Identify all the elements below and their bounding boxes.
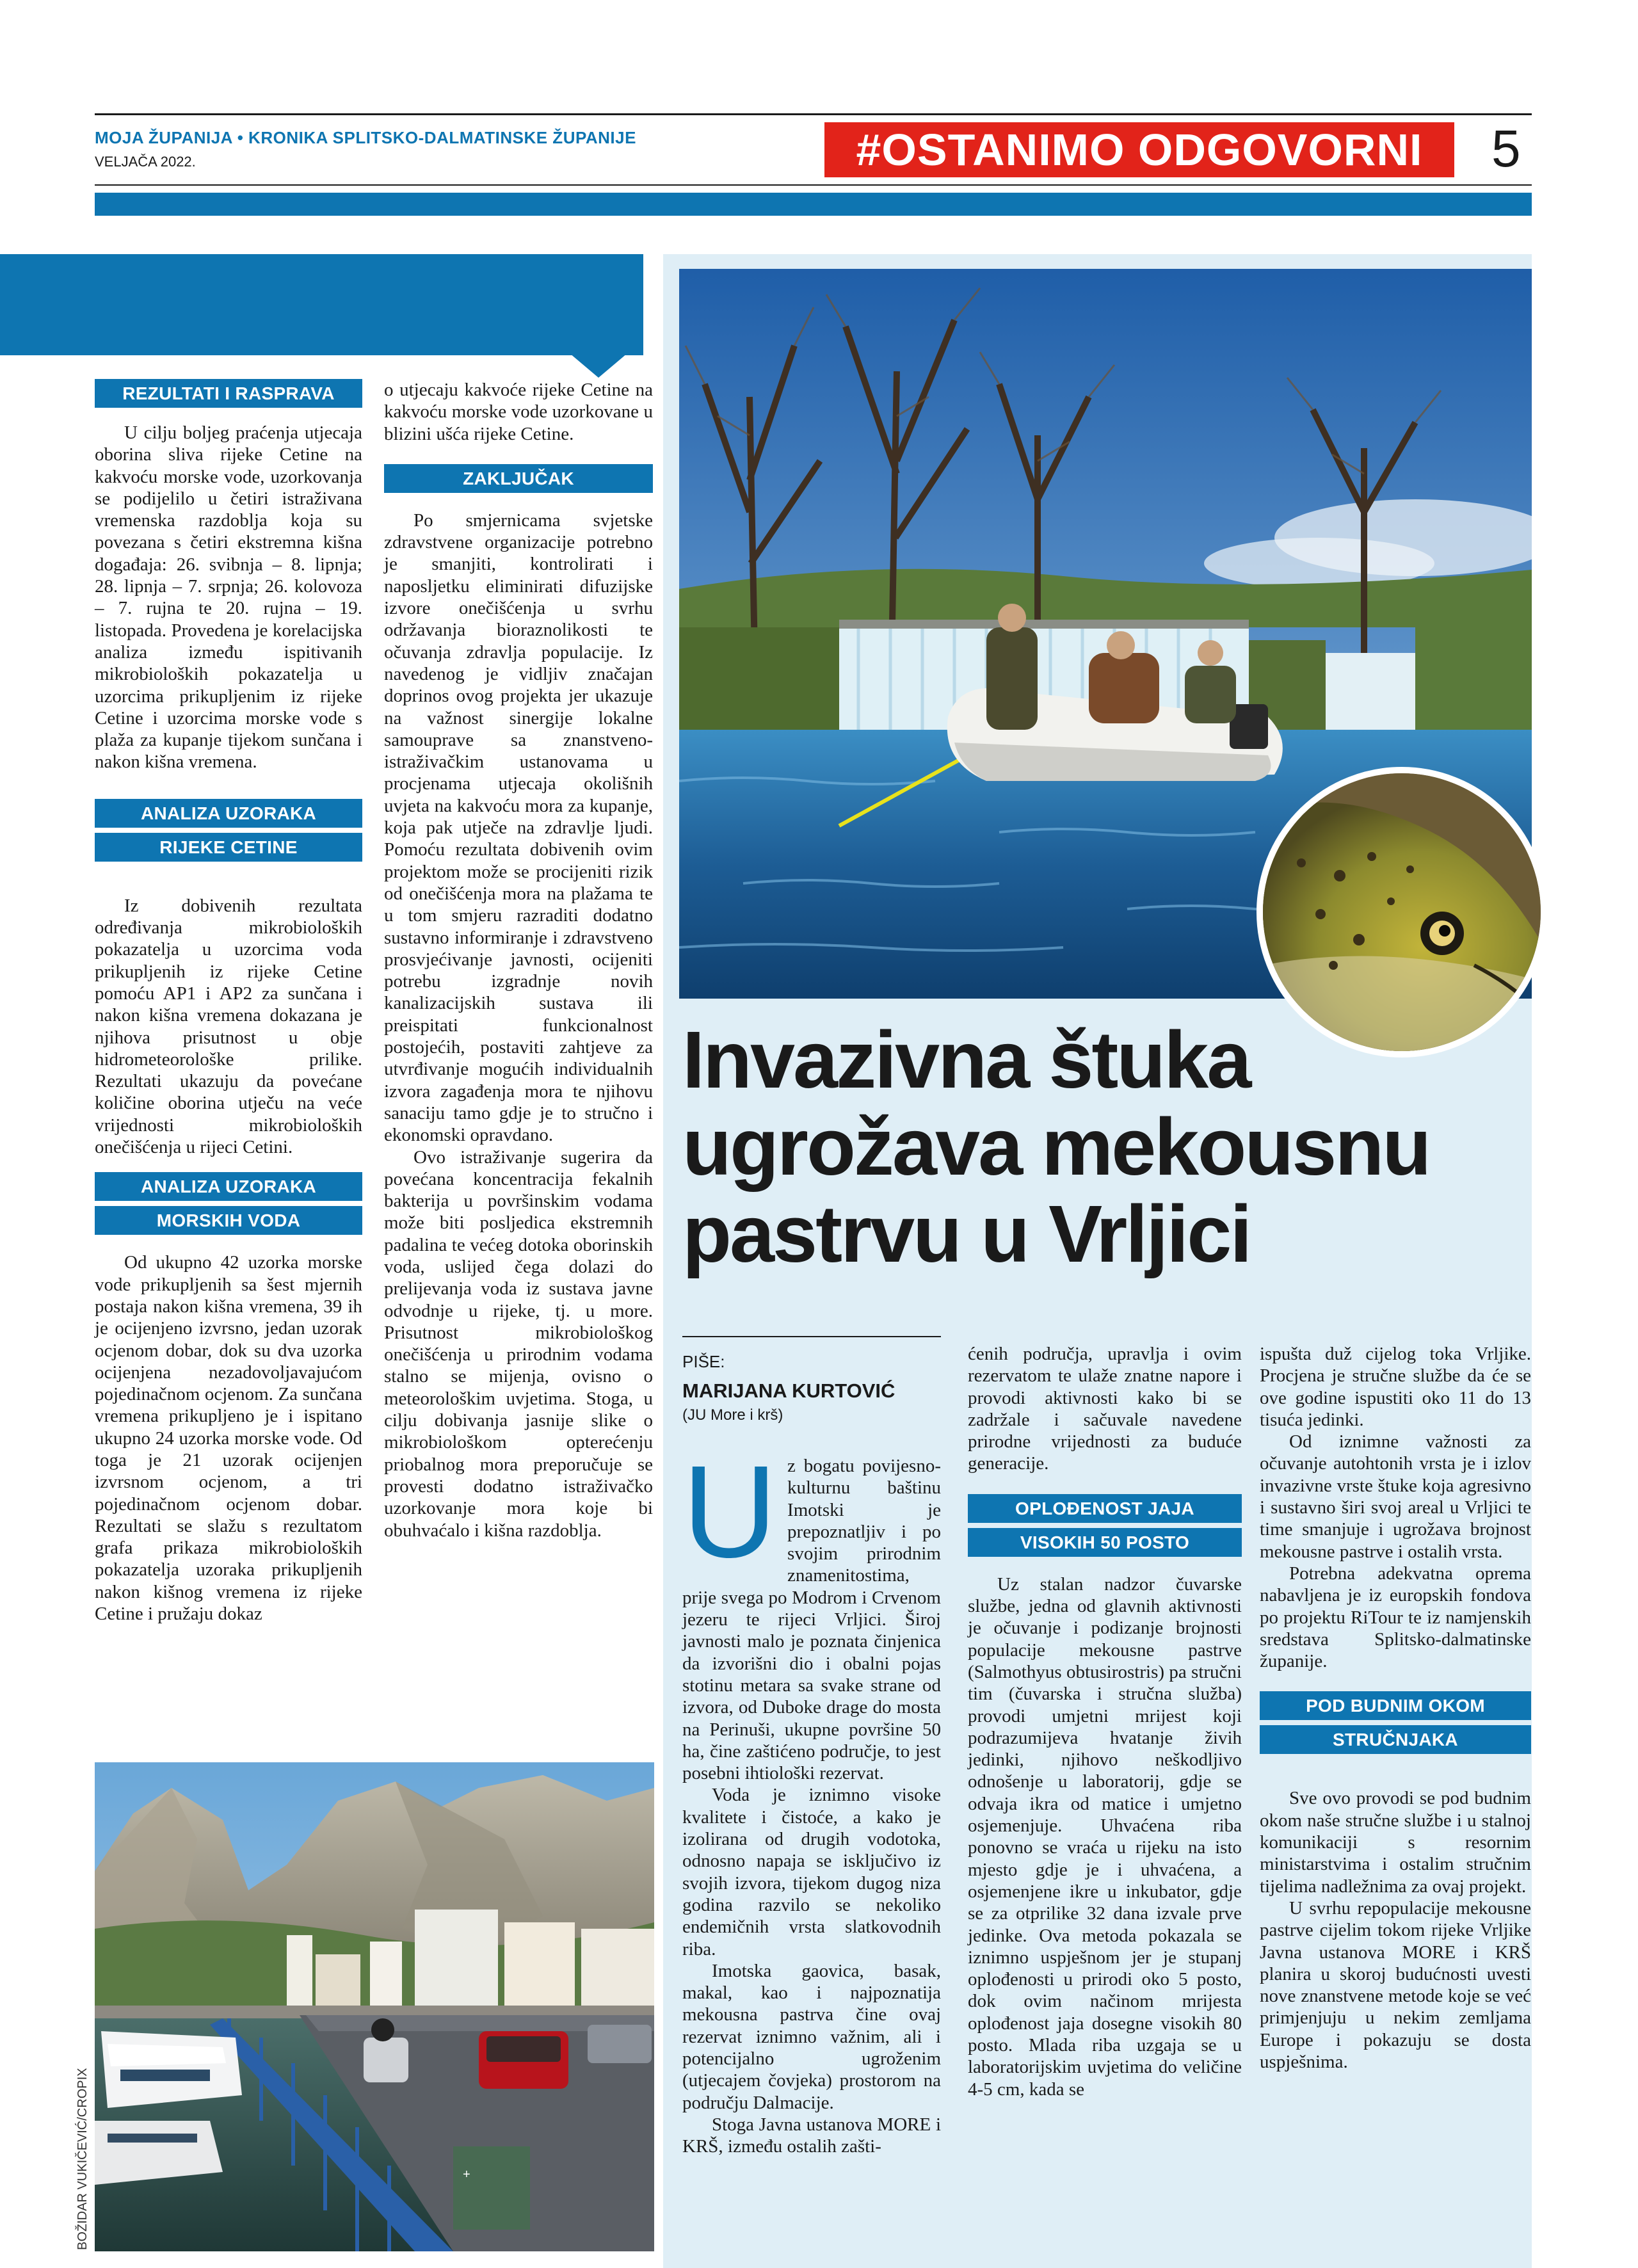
byline-rule: [682, 1336, 941, 1337]
svg-text:+: +: [463, 2167, 470, 2182]
subhead-analiza-cetine-2: RIJEKE CETINE: [95, 833, 362, 862]
paragraph: o utjecaju kakvoće rijeke Cetine na kakvoću morske vode uzorkovane u blizini ušća rijeke Cetine.: [384, 380, 653, 444]
subhead-analiza-cetine-1: ANALIZA UZORAKA: [95, 799, 362, 828]
page-number: 5: [1491, 120, 1521, 178]
author-organization: (JU More i krš): [682, 1406, 783, 1424]
paragraph: ćenih područja, upravlja i ovim rezervatom te ulaže znatne napore i provodi aktivnosti kako bi se zadržale i sačuvale navedene prirodne vrijednosti za buduće generacije.: [968, 1344, 1242, 1474]
paragraph: Potrebna adekvatna oprema nabavljena je iz europskih fondova po projektu RiTour te iz namjenskih sredstava Splitsko-dalmatinske županije.: [1260, 1563, 1531, 1672]
paragraph: ispušta duž cijelog toka Vrljike. Procjena je stručne službe da će se ove godine ispustiti oko 11 do 13 tisuća jedinki.: [1260, 1344, 1531, 1430]
campaign-tag: #OSTANIMO ODGOVORNI: [824, 122, 1454, 177]
subhead-zakljucak: ZAKLJUČAK: [384, 464, 653, 493]
paragraph: U cilju boljeg praćenja utjecaja oborina sliva rijeke Cetine na kakvoću morske vode, uzorkovanja se podijelilo u četiri istraživana vremenska razdoblja koja su povezana s četiri ekstremna kišna događaja: 26. svibnja – 8. lipnja; 28. lipnja – 7. srpnja; 26. kolovoza – 7. rujna te 20. rujna – 19. listopada. Provedena je korelacijska analiza između ispitivanih mikrobioloških pokazatelja u uzorcima prikupljenim iz rijeke Cetine i uzorcima morske vode s plaža za kupanje tijekom sunčana i nakon kišna vremena.: [95, 422, 362, 773]
subhead-analiza-mora-2: MORSKIH VODA: [95, 1206, 362, 1235]
subhead-oplodenost-2: VISOKIH 50 POSTO: [968, 1528, 1242, 1557]
drop-cap: U: [682, 1438, 778, 1585]
photo-credit: BOŽIDAR VUKIČEVIĆ/CROPIX: [76, 2068, 90, 2250]
paragraph: Stoga Javna ustanova MORE i KRŠ, između ostalih zašti-: [682, 2114, 941, 2157]
right-article-column-2: [968, 1343, 1242, 2100]
paragraph: Po smjernicama svjetske zdravstvene organizacije potrebno je smanjiti, kontrolirati i naposljetku eliminirati difuzijske izvore onečišćenja u svrhu održavanja bioraznolikosti te očuvanja zdravlja populacije. Iz navedenog je vidljiv značajan doprinos ovog projekta jer ukazuje na važnost sinergije lokalne samouprave sa znanstveno-istraživačkim ustanovama u procjenama utjecaja okolišnih uvjeta na kakvoću mora za kupanje, koja pak utječe na zdravlje ljudi. Pomoću rezultata dobivenih ovim projektom može se procijeniti rizik od onečišćenja mora na plažama te u tom smjeru razraditi dodatno sustavno informiranje i zdravstveno prosvjećivanje javnosti, ocijeniti potrebu izgradnje novih kanalizacijskih sustava ili preispitati funkcionalnost postojećih, postaviti zahtjeve za utvrđivanje mogućih individualnih izvora zagađenja mora te njihovu sanaciju tamo gdje je to stručno i ekonomski opravdano.: [384, 510, 653, 1146]
header-bottom-rule: [95, 184, 1532, 186]
omis-river-illustration: [95, 1762, 654, 2251]
left-article-column-1: [95, 379, 362, 1625]
article-headline: Invazivna štuka ugrožava mekousnu pastrvu u Vrljici: [682, 1015, 1430, 1279]
paragraph: Voda je iznimno visoke kvalitete i čistoće, a kako je izolirana od drugih vodotoka, odnosno napaja se isključivo iz svojih izvora, tijekom dugog niza godina razvilo se nekoliko endemičnih vrsta slatkovodnih riba.: [682, 1785, 941, 1959]
author-name: MARIJANA KURTOVIĆ: [682, 1379, 895, 1402]
header-top-rule: [95, 113, 1532, 115]
header-blue-bar: [95, 193, 1532, 216]
subhead-budnim-okom-1: POD BUDNIM OKOM: [1260, 1691, 1531, 1720]
subhead-budnim-okom-2: STRUČNJAKA: [1260, 1725, 1531, 1754]
paragraph: Od ukupno 42 uzorka morske vode prikupljenih sa šest mjernih postaja nakon kišna vremena, 39 ih je ocijenjeno izvrsno, jedan uzorak ocjenom dobar, dok su dva uzorka ocijenjena nezadovoljavajućom pojedinačnom ocjenom. Za sunčana vremena prikupljeno je i ispitano ukupno 24 uzorka morske vode. Od toga je 21 uzorak ocijenjen izvrsnom ocjenom, a tri pojedinačnom ocjenom dobar. Rezultati se slažu s rezultatom grafa prikaza mikrobioloških pokazatelja uzoraka prikupljenih nakon kišnog vremena iz rijeke Cetine i pružaju dokaz: [95, 1252, 362, 1625]
left-article-column-2: [384, 379, 653, 1541]
paragraph: Imotska gaovica, basak, makal, kao i najpoznatija mekousna pastrva čine ovaj rezervat iznimno važnim, ali i potencijalno ugroženim (utjecajem čovjeka) prostorom na području Dalmacije.: [682, 1960, 941, 2113]
right-article-column-1: [682, 1438, 941, 2158]
paragraph: U svrhu repopulacije mekousne pastrve cijelim tokom rijeke Vrljike Javna ustanova MORE i KRŠ planira u skoroj budućnosti uvesti nove znanstvene metode koje se već primjenjuju u nekim zemljama Europe i pokazuju se dosta uspješnima.: [1260, 1897, 1531, 2073]
trout-photo-inset: [1257, 767, 1547, 1058]
paragraph: Sve ovo provodi se pod budnim okom naše stručne službe i u stalnoj komunikaciji s resornim ministarstvima i ostalim stručnim tijelima nadležnima za ovaj projekt.: [1260, 1788, 1531, 1897]
byline-label: PIŠE:: [682, 1352, 725, 1371]
subhead-oplodenost-1: OPLOĐENOST JAJA: [968, 1494, 1242, 1523]
left-article-banner: [0, 254, 643, 355]
paragraph: Uz stalan nadzor čuvarske službe, jedna od glavnih aktivnosti je očuvanje i podizanje brojnosti populacije mekousne pastrve (Salmothyus obtusirostris) pa stručni tim (čuvarska i stručna služba) provodi umjetni mrijest koji podrazumijeva hvatanje živih jedinki, njihovo neškodljivo odnošenje u laboratorij, gdje se odvaja ikra od matice i umjetno osjemenjuje. Uhvaćena riba ponovno se vraća u rijeku na isto mjesto gdje je i uhvaćena, a osjemenjene ikre u inkubator, gdje se za otprilike 32 dana izvale prve jedinke. Ova metoda pokazala se iznimno uspješnom jer je stupanj oplođenosti u prirodi oko 5 posto, dok ovim načinom mrijesta oplođenost jaja dosegne visokih 80 posto. Mlada riba uzgaja se u laboratorijskim uvjetima do veličine 4-5 cm, kada se: [968, 1573, 1242, 2100]
publication-name: MOJA ŽUPANIJA • KRONIKA SPLITSKO-DALMATINSKE ŽUPANIJE: [95, 128, 636, 147]
issue-date: VELJAČA 2022.: [95, 154, 196, 170]
subhead-analiza-mora-1: ANALIZA UZORAKA: [95, 1172, 362, 1201]
paragraph: z bogatu povijesno-kulturnu baštinu Imotski je prepoznatljiv i po svojim prirodnim znamenitostima, prije svega po Modrom i Crvenom jezeru te rijeci Vrljici. Široj javnosti malo je poznata činjenica da izvorišni dio i obalni pojas stotinu metara sa svake strane od izvora, od Duboke drage do mosta na Perinuši, ukupne površine 50 ha, čine zaštićeno područje, to jest posebni ihtiološki rezervat.: [682, 1456, 941, 1784]
paragraph: Iz dobivenih rezultata određivanja mikrobioloških pokazatelja u uzorcima voda prikupljenih iz rijeke Cetine pomoću AP1 i AP2 za sunčana i nakon kišna vremena dokazana je njihova prisutnost u obje hidrometeorološke prilike. Rezultati ukazuju da povećane količine oborina utječu na veće vrijednosti mikrobioloških onečišćenja u rijeci Cetini.: [95, 895, 362, 1158]
omis-river-photo: [95, 1762, 654, 2251]
banner-notch: [570, 353, 627, 378]
subhead-rezultati: REZULTATI I RASPRAVA: [95, 379, 362, 408]
paragraph: Od iznimne važnosti za očuvanje autohtonih vrsta je i izlov invazivne vrste štuke koja agresivno i sustavno širi svoj areal u Vrljici te time smanjuje i ugrožava brojnost mekousne pastrve i ostalih vrsta.: [1260, 1431, 1531, 1562]
right-article-column-3: [1260, 1343, 1531, 2073]
trout-illustration: [1263, 773, 1547, 1058]
paragraph: Ovo istraživanje sugerira da povećana koncentracija fekalnih bakterija u površinskim vodama može biti posljedica ekstremnih padalina te većeg dotoka oborinskih voda, uslijed čega dolazi do prelijevanja voda iz sustava javne odvodnje u rijeke, tj. u more. Prisutnost mikrobiološkog onečišćenja u prirodnim vodama stalno se mijenja, ovisno o meteorološkim uvjetima. Stoga, u cilju dobivanja jasnije slike o mikrobiološkom opterećenju priobalnog mora preporučuje se provesti dodatno istraživačko uzorkovanje mora koje bi obuhvaćalo i kišna razdoblja.: [384, 1146, 653, 1541]
